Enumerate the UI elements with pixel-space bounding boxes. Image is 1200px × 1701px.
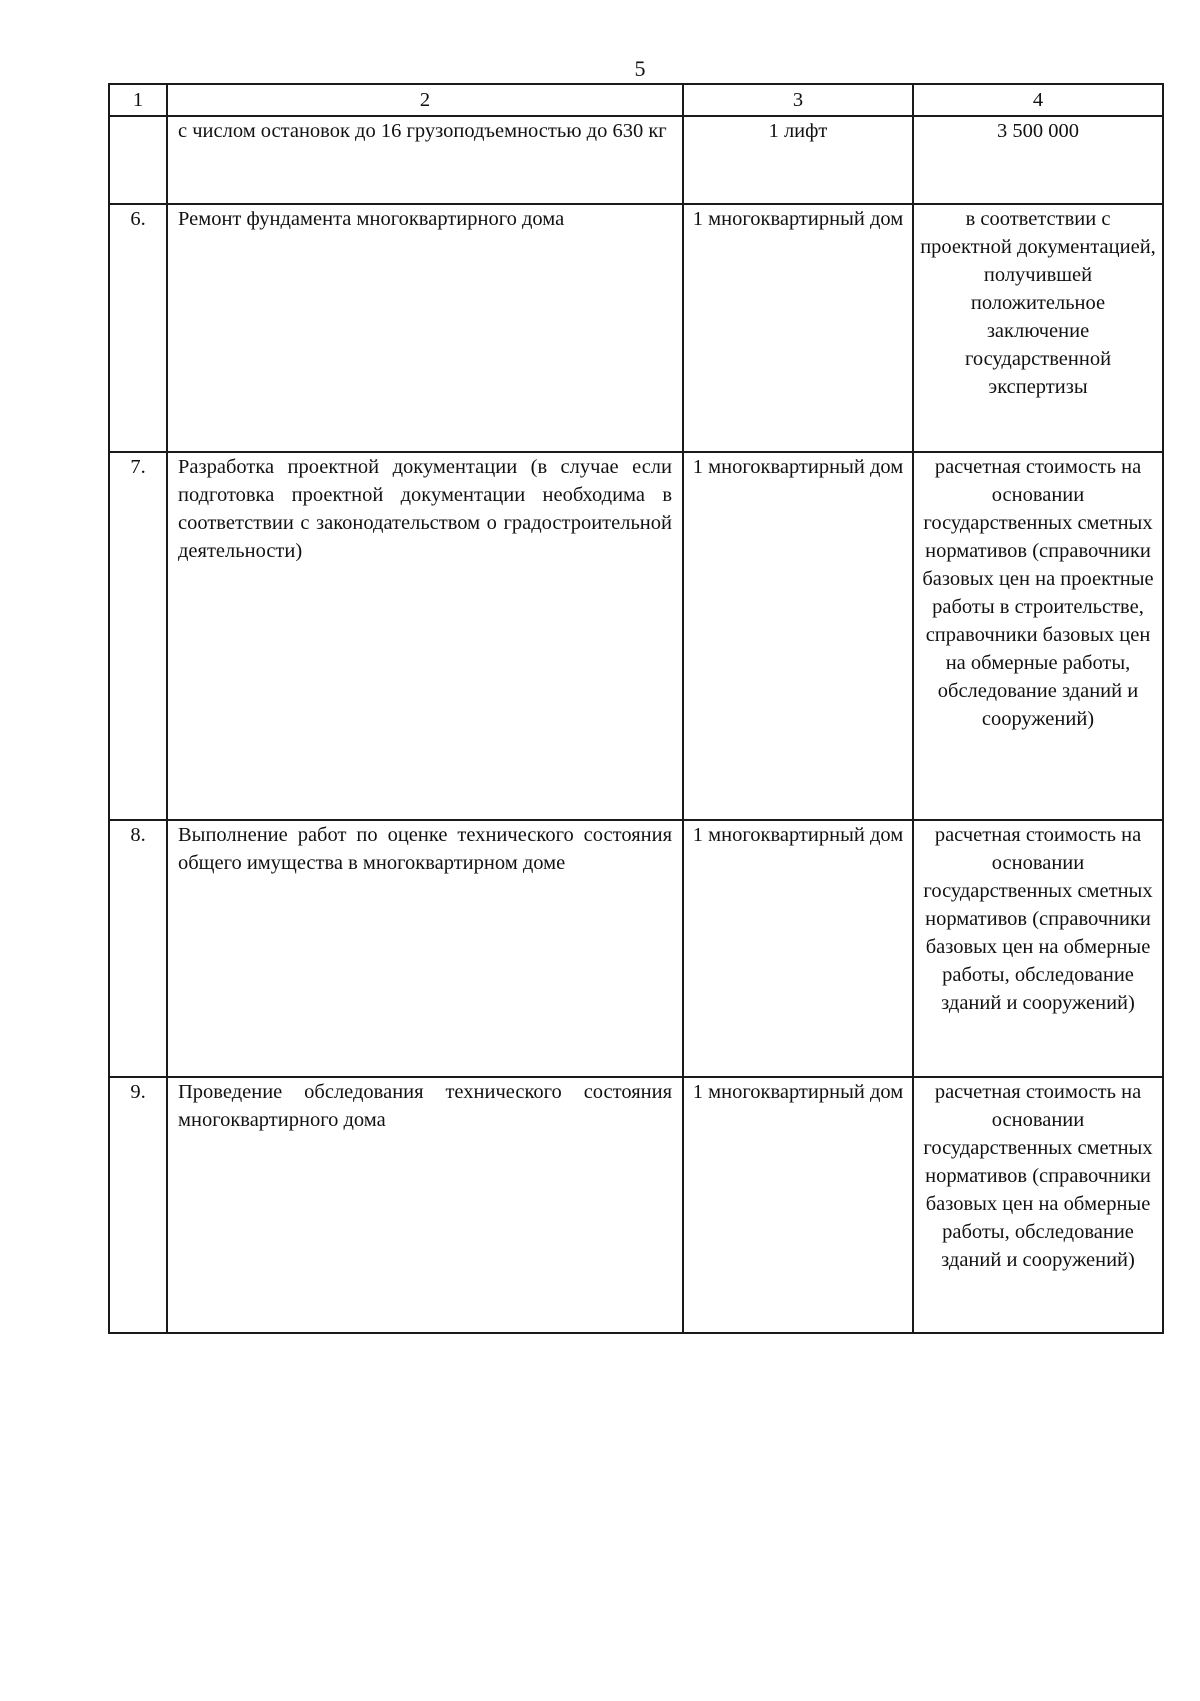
cost-cell: расчетная стоимость на основании государственных сметных нормативов (справочники базовых цен на обмерные работы, обследование зданий и сооружений) [913, 1077, 1163, 1333]
table-row [109, 204, 1163, 452]
cost-cell: 3 500 000 [913, 116, 1163, 204]
table-row [109, 452, 1163, 820]
work-description-cell: с числом остановок до 16 грузоподъемностью до 630 кг [167, 116, 683, 204]
table-header-row [109, 84, 1163, 116]
unit-cell: 1 многоквартирный дом [683, 820, 913, 1077]
unit-cell: 1 лифт [683, 116, 913, 204]
work-description-cell: Разработка проектной документации (в случае если подготовка проектной документации необходима в соответствии с законодательством о градостроительной деятельности) [167, 452, 683, 820]
header-cell-2: 2 [167, 84, 683, 116]
table-row [109, 1077, 1163, 1333]
cost-cell: расчетная стоимость на основании государственных сметных нормативов (справочники базовых цен на проектные работы в строительстве, справочники базовых цен на обмерные работы, обследование зданий и сооружений) [913, 452, 1163, 820]
page-number: 5 [634, 56, 646, 81]
work-description-cell: Проведение обследования технического состояния многоквартирного дома [167, 1077, 683, 1333]
row-number-cell: 8. [109, 820, 167, 1077]
unit-cell: 1 многоквартирный дом [683, 204, 913, 452]
table-row [109, 116, 1163, 204]
row-number-cell [109, 116, 167, 204]
header-cell-3: 3 [683, 84, 913, 116]
row-number-cell: 7. [109, 452, 167, 820]
header-cell-4: 4 [913, 84, 1163, 116]
table-row [109, 820, 1163, 1077]
cost-cell: расчетная стоимость на основании государственных сметных нормативов (справочники базовых цен на обмерные работы, обследование зданий и сооружений) [913, 820, 1163, 1077]
work-description-cell: Выполнение работ по оценке технического состояния общего имущества в многоквартирном доме [167, 820, 683, 1077]
header-cell-1: 1 [109, 84, 167, 116]
row-number-cell: 9. [109, 1077, 167, 1333]
work-description-cell: Ремонт фундамента многоквартирного дома [167, 204, 683, 452]
row-number-cell: 6. [109, 204, 167, 452]
cost-cell: в соответствии с проектной документацией, получившей положительное заключение государственной экспертизы [913, 204, 1163, 452]
works-table [108, 83, 1164, 1334]
unit-cell: 1 многоквартирный дом [683, 452, 913, 820]
unit-cell: 1 многоквартирный дом [683, 1077, 913, 1333]
